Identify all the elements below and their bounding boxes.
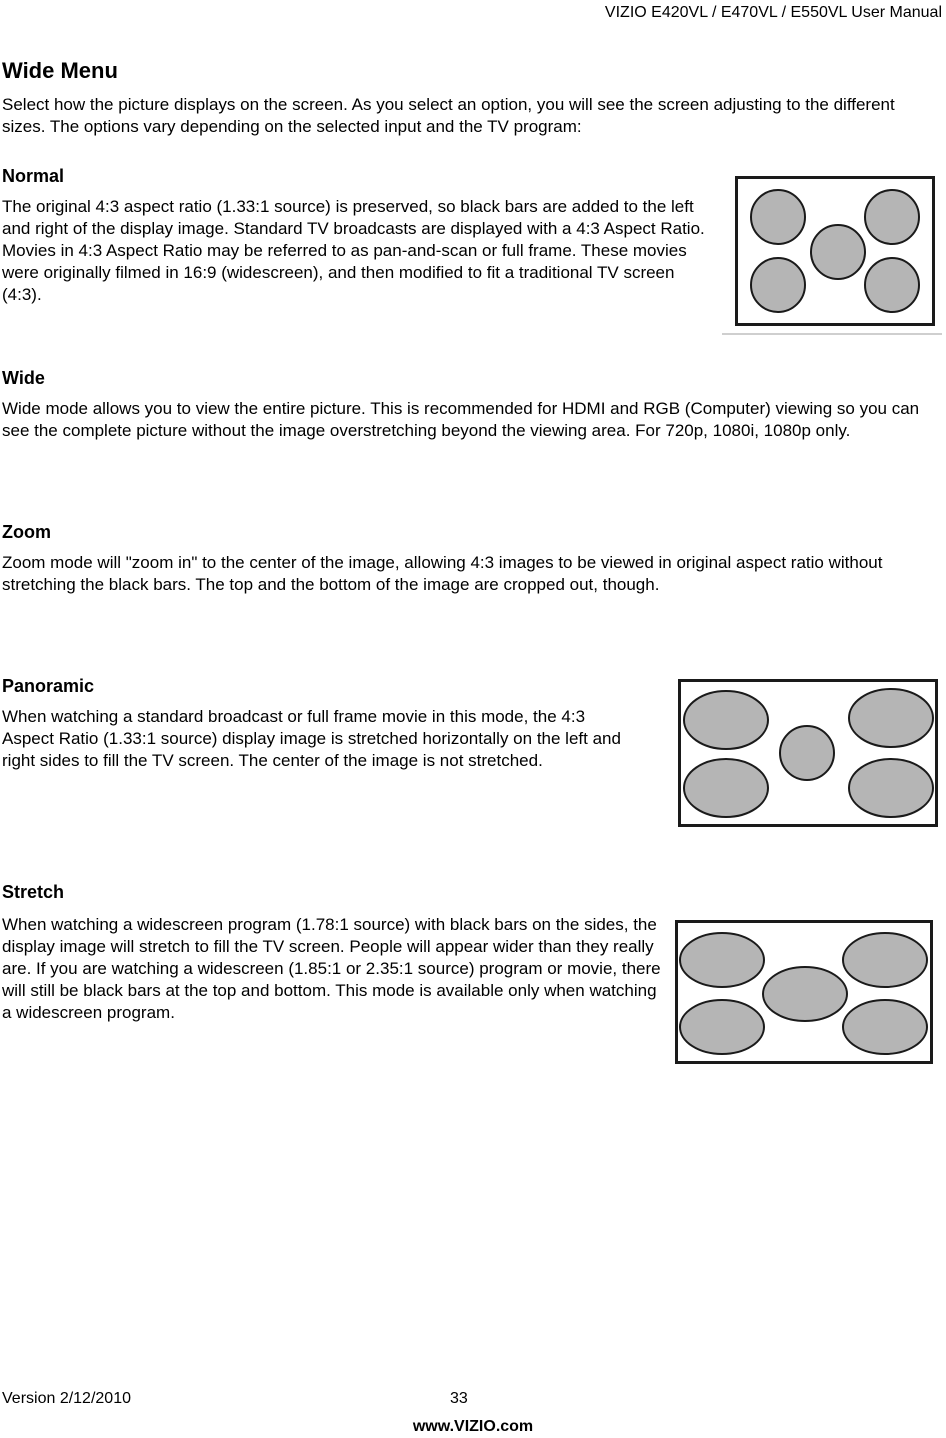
shape-top-right — [843, 933, 927, 987]
footer-url[interactable]: www.VIZIO.com — [412, 1418, 534, 1435]
panoramic-mode-illustration — [678, 679, 938, 827]
intro-text: Select how the picture displays on the screen. As you select an option, you will see the screen adjusting to the different sizes. The options vary depending on the selected input and the TV program: — [2, 95, 895, 136]
section-body-panoramic: When watching a standard broadcast or full frame movie in this mode, the 4:3 Aspect Ratio (1.33:1 source) display image is stretched horizontally on the left and right sides to fill the TV screen. The center of the image is not stretched. — [2, 707, 621, 770]
shape-bottom-right — [843, 1000, 927, 1054]
shape-top-left — [751, 190, 805, 244]
manual-title: VIZIO E420VL / E470VL / E550VL User Manual — [604, 4, 942, 21]
illustration-shadow — [722, 333, 942, 335]
shape-top-right — [849, 689, 933, 747]
stretch-mode-illustration — [675, 920, 933, 1064]
section-body-zoom: Zoom mode will "zoom in" to the center of the image, allowing 4:3 images to be viewed in original aspect ratio without stretching the black bars. The top and the bottom of the image are cropped out, though. — [2, 553, 883, 594]
panoramic-mode-diagram — [681, 682, 935, 824]
section-body-normal: The original 4:3 aspect ratio (1.33:1 source) is preserved, so black bars are added to the left and right of the display image. Standard TV broadcasts are displayed with a 4:3 Aspect Ratio. Movies in 4:3 Aspect Ratio may be referred to as pan-and-scan or full frame. These movies were originally filmed in 16:9 (widescreen), and then modified to fit a traditional TV screen (4:3). — [2, 197, 705, 304]
shape-top-right — [865, 190, 919, 244]
normal-mode-illustration — [735, 176, 935, 326]
shape-bottom-left — [751, 258, 805, 312]
shape-center — [763, 967, 847, 1021]
shape-bottom-right — [849, 759, 933, 817]
shape-top-left — [680, 933, 764, 987]
section-heading-zoom: Zoom — [2, 522, 51, 542]
shape-center — [811, 225, 865, 279]
shape-top-left — [684, 691, 768, 749]
normal-mode-diagram — [738, 179, 932, 323]
footer-version: Version 2/12/2010 — [2, 1390, 131, 1407]
shape-bottom-right — [865, 258, 919, 312]
stretch-mode-diagram — [678, 923, 930, 1061]
section-body-stretch: When watching a widescreen program (1.78:1 source) with black bars on the sides, the display image will stretch to fill the TV screen. People will appear wider than they really are. If you are watching a widescreen (1.85:1 or 2.35:1 source) program or movie, there will still be black bars at the top and bottom. This mode is available only when watching a widescreen program. — [2, 915, 661, 1022]
page-number: 33 — [450, 1390, 468, 1407]
section-body-wide: Wide mode allows you to view the entire picture. This is recommended for HDMI and RGB (Computer) viewing so you can see the complete picture without the image overstretching beyond the viewing area. For 720p, 1080i, 1080p only. — [2, 399, 920, 440]
section-heading-stretch: Stretch — [2, 882, 65, 902]
section-heading-normal: Normal — [2, 166, 65, 186]
section-heading-panoramic: Panoramic — [2, 676, 95, 696]
section-heading-wide: Wide — [2, 368, 45, 388]
shape-bottom-left — [684, 759, 768, 817]
shape-bottom-left — [680, 1000, 764, 1054]
page-title: Wide Menu — [2, 58, 118, 83]
shape-center — [780, 726, 834, 780]
